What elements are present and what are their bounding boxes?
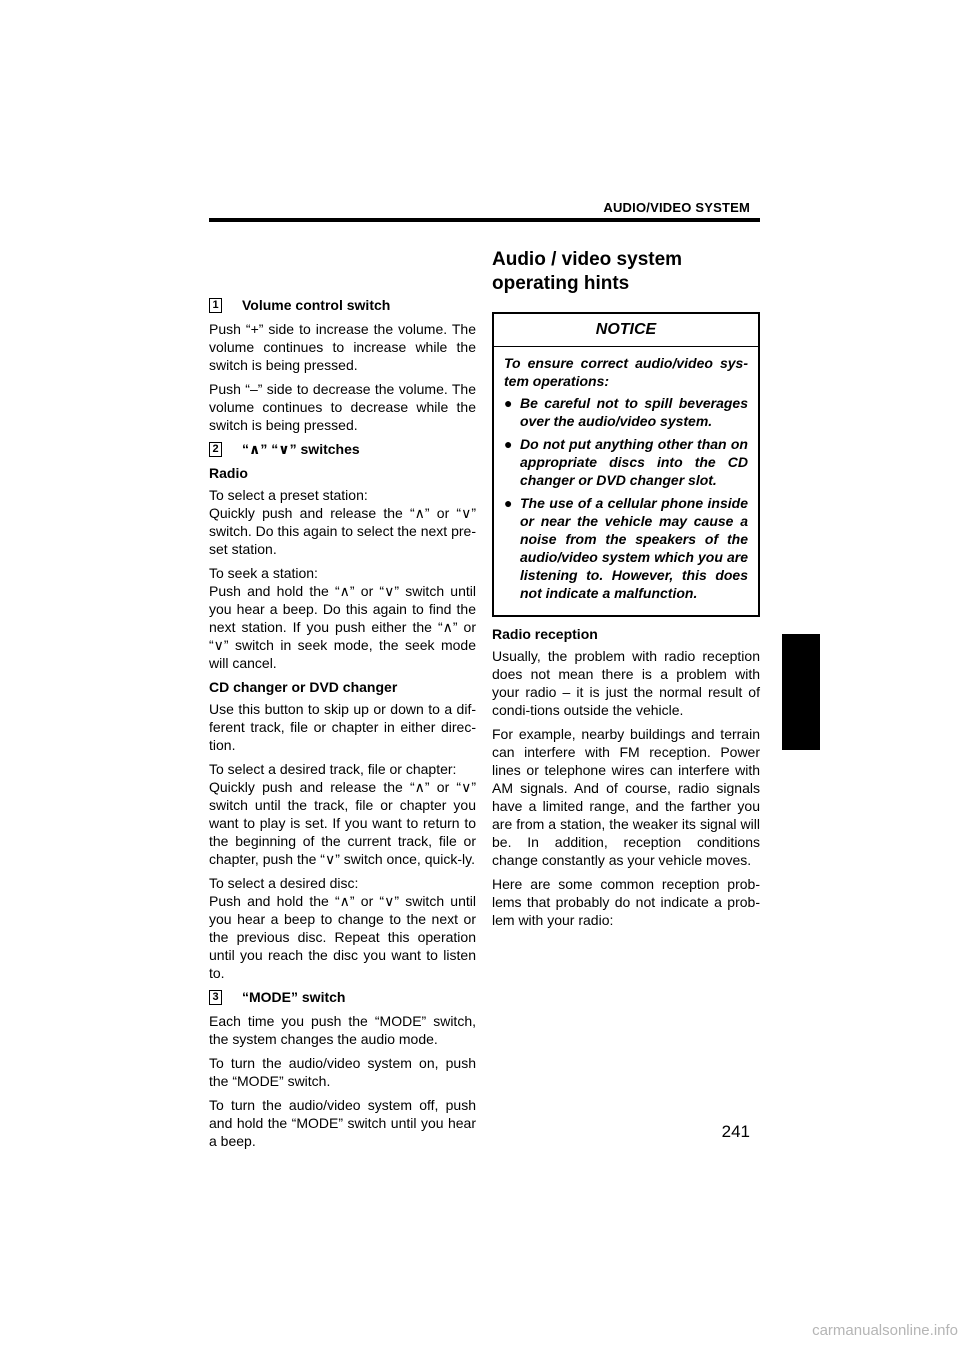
section-title-line: operating hints: [492, 273, 630, 294]
paragraph: Push “–” side to decrease the volume. The volume continues to decrease while the switch is being pressed.: [209, 381, 476, 433]
item-heading-volume: [209, 296, 476, 314]
item-number-box: 3: [209, 990, 222, 1005]
paragraph: Here are some common reception prob-lems that probably do not indicate a prob-lem with your radio:: [492, 876, 760, 928]
item-number-box: 1: [209, 298, 222, 313]
subheading-cd-dvd: CD changer or DVD changer: [209, 679, 398, 695]
section-title: [492, 248, 760, 296]
section-title-line: Audio / video system: [492, 249, 683, 270]
notice-item-text: Be careful not to spill beverages over the audio/video system.: [520, 395, 748, 429]
paragraph: To select a preset station:: [209, 487, 368, 503]
paragraph: To seek a station:: [209, 565, 318, 581]
subheading-radio: Radio: [209, 465, 248, 481]
notice-item: [504, 435, 748, 489]
paragraph: To turn the audio/video system off, push and hold the “MODE” switch until you hear a beep.: [209, 1097, 476, 1149]
header-rule: [209, 218, 760, 222]
bullet-icon: ●: [504, 495, 513, 511]
running-header: AUDIO/VIDEO SYSTEM: [603, 200, 750, 215]
item-title: “MODE” switch: [242, 989, 346, 1005]
item-title: “∧” “∨” switches: [242, 441, 360, 457]
paragraph: Quickly push and release the “∧” or “∨” switch until the track, file or chapter you want to play is set. If you want to return to the beginning of the current track, file or chapter, push the “∨” switch once, quick-ly.: [209, 779, 476, 867]
paragraph: For example, nearby buildings and terrain can interfere with FM reception. Power lines or telephone wires can interfere with AM signals. And of course, radio signals have a limited range, and the farther you are from a station, the weaker its signal will be. In addition, reception conditions change constantly as your vehicle moves.: [492, 726, 760, 868]
paragraph: Push and hold the “∧” or “∨” switch until you hear a beep to change to the next or the previous disc. Repeat this operation until you reach the disc you want to listen to.: [209, 893, 476, 981]
page-number: 241: [721, 1122, 750, 1141]
notice-item: [504, 494, 748, 602]
notice-box: [492, 312, 760, 617]
left-column: [209, 296, 476, 1156]
paragraph: Quickly push and release the “∧” or “∨” switch. Do this again to select the next pre-set station.: [209, 505, 476, 557]
bullet-icon: ●: [504, 436, 513, 452]
item-number-box: 2: [209, 442, 222, 457]
notice-item-text: The use of a cellular phone inside or near the vehicle may cause a noise from the speakers of the audio/video system which you are listening to. However, this does not indicate a malfunction.: [520, 495, 748, 601]
paragraph: Use this button to skip up or down to a dif-ferent track, file or chapter in either direc-tion.: [209, 701, 476, 753]
paragraph: Push and hold the “∧” or “∨” switch until you hear a beep. Do this again to find the next station. If you push either the “∧” or “∨” switch in seek mode, the seek mode will cancel.: [209, 583, 476, 671]
paragraph: Each time you push the “MODE” switch, the system changes the audio mode.: [209, 1013, 476, 1047]
item-title: Volume control switch: [242, 297, 391, 313]
notice-item: [504, 394, 748, 430]
right-column: [492, 248, 760, 935]
bullet-icon: ●: [504, 395, 513, 411]
item-heading-up-down: [209, 440, 476, 458]
paragraph: To select a desired track, file or chapter:: [209, 761, 457, 777]
subheading-radio-reception: Radio reception: [492, 626, 598, 642]
watermark: carmanualsonline.info: [812, 1322, 958, 1339]
paragraph: Usually, the problem with radio reception does not mean there is a problem with your radio – it is just the normal result of condi-tions outside the vehicle.: [492, 648, 760, 718]
paragraph: To turn the audio/video system on, push the “MODE” switch.: [209, 1055, 476, 1089]
notice-heading: NOTICE: [494, 314, 758, 347]
paragraph: Push “+” side to increase the volume. The volume continues to increase while the switch is being pressed.: [209, 321, 476, 373]
notice-list: [494, 394, 758, 602]
notice-intro: To ensure correct audio/video sys-tem operations:: [504, 355, 748, 389]
section-tab-marker: [782, 634, 820, 750]
notice-item-text: Do not put anything other than on appropriate discs into the CD changer or DVD changer slot.: [520, 436, 748, 488]
paragraph: To select a desired disc:: [209, 875, 359, 891]
item-heading-mode: [209, 988, 476, 1006]
